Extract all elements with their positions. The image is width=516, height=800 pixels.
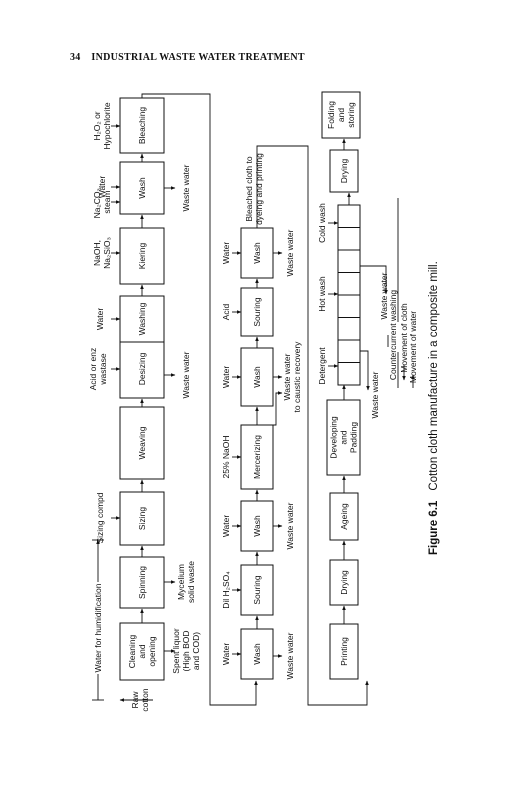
bleaching-box-label-line: Bleaching — [137, 106, 147, 145]
kiering-steam-label-line: steam — [102, 190, 112, 214]
waste-water-1-label — [370, 371, 380, 418]
bleached-cloth-label — [244, 153, 264, 225]
row2-input-label — [221, 366, 231, 389]
wash-water-label-line: Water — [97, 175, 107, 199]
r2-wash-2-box-label-line: Wash — [252, 515, 262, 537]
row1-output-label-line: (High BOD — [181, 630, 191, 672]
caustic-recovery-arrow — [273, 393, 282, 425]
row2-input-label — [221, 571, 231, 609]
row2-output-label-line: Waste water — [282, 353, 292, 401]
row2-output-label-line: Waste water — [285, 229, 295, 277]
figure-caption-text: Cotton cloth manufacture in a composite mill. — [428, 261, 440, 491]
weaving-box-label — [137, 426, 147, 459]
cleaning-opening-box-label-line: Cleaning — [127, 634, 137, 669]
row2-output-label-line: to caustic recovery — [292, 341, 302, 413]
spinning-box-label-line: Spinning — [137, 565, 147, 600]
r2-wash-3-box-label — [252, 366, 262, 388]
row1-output-label-line: Spent liquor — [171, 628, 181, 674]
developing-padding-box-label-line: Padding — [348, 421, 359, 454]
row1-output-label-line: solid waste — [186, 560, 196, 604]
acid-enzyme-label-line: Acid or enz — [88, 347, 98, 391]
mercerizing-box-label-line: Mercerizing — [252, 435, 262, 479]
page-number: 34 — [70, 52, 81, 63]
r2-wash-1-box-label-line: Wash — [252, 643, 262, 665]
waste-water-1-label-line: Waste water — [370, 371, 380, 419]
kiering-chemicals-label-line: NaOH, — [92, 240, 102, 266]
folding-storing-box-label-line: storing — [346, 102, 356, 128]
hot-wash-label — [317, 276, 327, 312]
sizing-compound-label-line: Sizing compd — [95, 492, 105, 544]
row2-output-label-line: Waste water — [285, 502, 295, 550]
folding-storing-box-label-line: Folding — [326, 101, 336, 129]
spinning-box-label — [137, 566, 147, 599]
sizing-compound-label — [95, 492, 105, 543]
bleach-chemicals-label-line: H₂O₂ or — [92, 111, 102, 141]
cleaning-opening-box-label-line: opening — [147, 636, 157, 667]
movement-of-cloth-label-line: Movement of cloth — [399, 303, 409, 373]
wash-water-label — [97, 176, 107, 199]
countercurrent-label — [388, 290, 398, 381]
washing-box-label-line: Washing — [137, 302, 147, 336]
movement-of-water-label — [408, 311, 418, 383]
humidification-label-line: Water for humidification — [93, 583, 103, 673]
developing-padding-box-label-line: Developing — [328, 416, 339, 459]
row2-output-label — [285, 632, 295, 679]
cold-wash-label — [317, 203, 327, 243]
row1-output-label-line: Waste water — [181, 164, 191, 212]
row1-output-label — [181, 351, 191, 398]
hot-wash-label-line: Hot wash — [317, 276, 327, 312]
raw-cotton-label-line: cotton — [140, 688, 150, 712]
row2-input-label — [221, 303, 231, 320]
row2-input-label — [221, 643, 231, 666]
sizing-box-label — [137, 507, 147, 530]
printing-box-label-line: Printing — [339, 637, 349, 666]
row2-input-label-line: Water — [221, 241, 231, 265]
r2-wash-2-box-label — [252, 515, 262, 537]
r2-souring-2-box-label-line: Souring — [252, 297, 262, 327]
r2-souring-1-box-label — [252, 575, 262, 605]
weaving-box-label-line: Weaving — [137, 426, 147, 460]
kiering-chemicals-label-line: Na₂SiO₃ — [102, 237, 112, 269]
washer-outflow-1 — [360, 351, 368, 380]
r3-drying-1-box-label-line: Drying — [339, 570, 349, 595]
washing-box-label — [137, 302, 147, 335]
row1-output-label-line: and COD) — [191, 631, 201, 671]
ageing-box-label — [339, 503, 349, 530]
ageing-box-label-line: Ageing — [339, 503, 349, 530]
waste-water-2-label-line: Waste water — [379, 272, 389, 320]
sizing-box-label-line: Sizing — [137, 506, 147, 531]
acid-enzyme-label — [88, 348, 108, 391]
bleached-cloth-label-line: dyeing and printing — [254, 153, 264, 225]
row2-output-label — [285, 229, 295, 276]
r2-souring-2-box-label — [252, 297, 262, 327]
row2-input-label-line: Water — [221, 642, 231, 666]
countercurrent-label-line: Countercurrent washing — [388, 289, 398, 381]
row1-output-label — [181, 164, 191, 211]
row2-input-label — [221, 515, 231, 538]
r3-drying-2-box-label-line: Drying — [339, 158, 349, 184]
raw-cotton-label-line: Raw — [130, 691, 140, 709]
r2-wash-4-box-label — [252, 242, 262, 264]
row2-input-label-line: Dil H₂SO₄ — [221, 571, 231, 609]
bleach-chemicals-label — [92, 102, 112, 150]
figure-caption — [428, 261, 440, 555]
row2-output-label — [282, 341, 302, 413]
row2-input-label-line: Water — [221, 365, 231, 389]
acid-enzyme-label-line: wastase — [98, 353, 108, 385]
running-title: INDUSTRIAL WASTE WATER TREATMENT — [91, 52, 305, 63]
detergent-label-line: Detergent — [317, 347, 327, 385]
row1-output-label — [176, 561, 196, 603]
detergent-label — [317, 347, 327, 385]
row2-input-label-line: 25% NaOH — [221, 435, 231, 479]
row2-output-label — [285, 502, 295, 549]
r2-souring-1-box-label-line: Souring — [252, 575, 262, 605]
row1-output-label-line: Waste water — [181, 351, 191, 399]
desizing-box-label — [137, 352, 147, 385]
movement-of-water-label-line: Movement of water — [408, 310, 418, 384]
folding-storing-box-label-line: and — [336, 107, 346, 123]
kiering-steam-label-line: Na₂CO₃, — [92, 185, 102, 219]
wash-box-label-line: Wash — [137, 177, 147, 199]
developing-padding-box-label-line: and — [338, 430, 349, 445]
wash-box-label — [137, 177, 147, 199]
row2-output-label-line: Waste water — [285, 632, 295, 680]
row2-input-label — [221, 242, 231, 265]
kiering-box-label — [137, 243, 147, 270]
row2-input-label-line: Acid — [221, 303, 231, 321]
r3-drying-2-box-label — [339, 158, 349, 183]
printing-box-label — [339, 637, 349, 666]
kiering-box-label-line: Kiering — [137, 242, 147, 270]
r2-wash-4-box-label-line: Wash — [252, 242, 262, 264]
r3-drying-1-box-label — [339, 570, 349, 595]
figure-label: Figure 6.1 — [428, 500, 440, 555]
cold-wash-label-line: Cold wash — [317, 203, 327, 243]
row2-input-label-line: Water — [221, 514, 231, 538]
mercerizing-box-label — [252, 435, 262, 479]
r2-wash-1-box-label — [252, 643, 262, 665]
bleached-cloth-label-line: Bleached cloth to — [244, 156, 254, 222]
raw-cotton-label — [130, 688, 150, 711]
bleaching-box-label — [137, 107, 147, 145]
row1-output-label-line: Mycelium — [176, 564, 186, 600]
washing-water-label-line: Water — [95, 307, 105, 331]
washing-water-label — [95, 308, 105, 331]
r2-wash-3-box-label-line: Wash — [252, 366, 262, 388]
row1-output-label — [171, 628, 201, 674]
bleach-chemicals-label-line: Hypochlorite — [102, 102, 112, 150]
kiering-chemicals-label — [92, 237, 112, 269]
humidification-label — [93, 583, 103, 672]
desizing-box-label-line: Desizing — [137, 352, 147, 386]
row2-input-label — [221, 436, 231, 479]
cleaning-opening-box-label-line: and — [137, 644, 147, 659]
